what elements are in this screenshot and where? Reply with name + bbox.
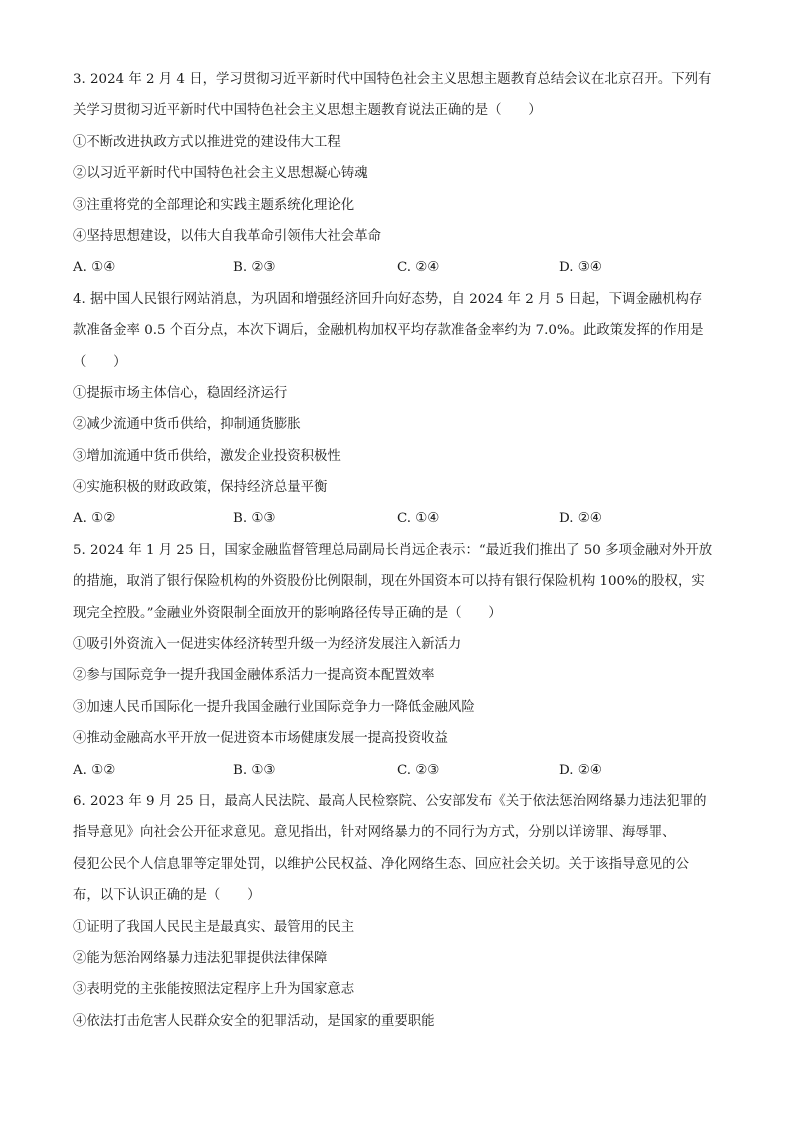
statement-item: ②以习近平新时代中国特色社会主义思想凝心铸魂 <box>73 166 368 182</box>
question-3 <box>73 64 723 284</box>
question-stem-line: 5. 2024 年 1 月 25 日，国家金融监督管理总局副局长肖远企表示：“最近我们推出了 50 多项金融对外开放 <box>73 542 713 558</box>
option-b[interactable]: B. ①③ <box>233 511 276 527</box>
statement-item: ③加速人民币国际化一提升我国金融行业国际竞争力一降低金融风险 <box>73 699 475 715</box>
statement-item: ④实施积极的财政政策，保持经济总量平衡 <box>73 480 328 496</box>
statement-item: ②参与国际竞争一提升我国金融体系活力一提高资本配置效率 <box>73 668 435 684</box>
option-d[interactable]: D. ③④ <box>559 260 602 276</box>
option-d[interactable]: D. ②④ <box>559 762 602 778</box>
option-c[interactable]: C. ①④ <box>397 511 440 527</box>
option-d[interactable]: D. ②④ <box>559 511 602 527</box>
question-stem-line: 4. 据中国人民银行网站消息，为巩固和增强经济回升向好态势，自 2024 年 2 月 5 日起，下调金融机构存 <box>73 291 703 307</box>
question-4 <box>73 284 723 535</box>
option-a[interactable]: A. ①② <box>73 762 116 778</box>
question-5 <box>73 535 723 786</box>
option-b[interactable]: B. ①③ <box>233 762 276 778</box>
question-stem-line: 关学习贯彻习近平新时代中国特色社会主义思想主题教育说法正确的是（ ） <box>73 103 542 119</box>
question-stem-line: 的措施，取消了银行保险机构的外资股份比例限制，现在外国资本可以持有银行保险机构 100%的股权，实 <box>73 574 705 590</box>
option-a[interactable]: A. ①④ <box>73 260 116 276</box>
statement-item: ①吸引外资流入一促进实体经济转型升级一为经济发展注入新活力 <box>73 637 462 653</box>
statement-item: ①不断改进执政方式以推进党的建设伟大工程 <box>73 134 341 150</box>
statement-item: ③增加流通中货币供给，激发企业投资积极性 <box>73 448 341 464</box>
answer-options <box>73 503 723 534</box>
question-stem-line: 侵犯公民个人信息罪等定罪处罚，以维护公民权益、净化网络生态、回应社会关切。关于该指导意见的公 <box>73 856 689 872</box>
question-stem-line: 指导意见》向社会公开征求意见。意见指出，针对网络暴力的不同行为方式，分别以详谤罪、海辱罪、 <box>73 825 676 841</box>
statement-item: ①提振市场主体信心，稳固经济运行 <box>73 385 288 401</box>
question-stem-line: 3. 2024 年 2 月 4 日，学习贯彻习近平新时代中国特色社会主义思想主题教育总结会议在北京召开。下列有 <box>73 72 712 87</box>
statement-item: ②能为惩治网络暴力违法犯罪提供法律保障 <box>73 950 328 966</box>
statement-item: ④推动金融高水平开放一促进资本市场健康发展一提高投资收益 <box>73 731 448 747</box>
question-6 <box>73 786 723 1037</box>
question-stem-line: 6. 2023 年 9 月 25 日，最高人民法院、最高人民检察院、公安部发布《关于依法惩治网络暴力违法犯罪的 <box>73 793 707 809</box>
statement-item: ③表明党的主张能按照法定程序上升为国家意志 <box>73 982 355 998</box>
question-stem-line: （ ） <box>73 354 127 370</box>
option-b[interactable]: B. ②③ <box>233 260 276 276</box>
option-c[interactable]: C. ②③ <box>397 762 440 778</box>
question-stem-line: 现完全控股。”金融业外资限制全面放开的影响路径传导正确的是（ ） <box>73 605 502 621</box>
answer-options <box>73 755 723 786</box>
statement-item: ②减少流通中货币供给，抑制通货膨胀 <box>73 417 301 433</box>
question-list <box>73 64 723 1037</box>
question-stem-line: 款准备金率 0.5 个百分点，本次下调后，金融机构加权平均存款准备金率约为 7.0%。此政策发挥的作用是 <box>73 323 704 339</box>
question-stem-line: 布，以下认识正确的是（ ） <box>73 888 261 904</box>
option-c[interactable]: C. ②④ <box>397 260 440 276</box>
statement-item: ④坚持思想建设，以伟大自我革命引领伟大社会革命 <box>73 228 381 244</box>
statement-item: ④依法打击危害人民群众安全的犯罪活动，是国家的重要职能 <box>73 1013 435 1029</box>
statement-item: ③注重将党的全部理论和实践主题系统化理论化 <box>73 197 355 213</box>
option-a[interactable]: A. ①② <box>73 511 116 527</box>
answer-options <box>73 252 723 283</box>
statement-item: ①证明了我国人民民主是最真实、最管用的民主 <box>73 919 355 935</box>
